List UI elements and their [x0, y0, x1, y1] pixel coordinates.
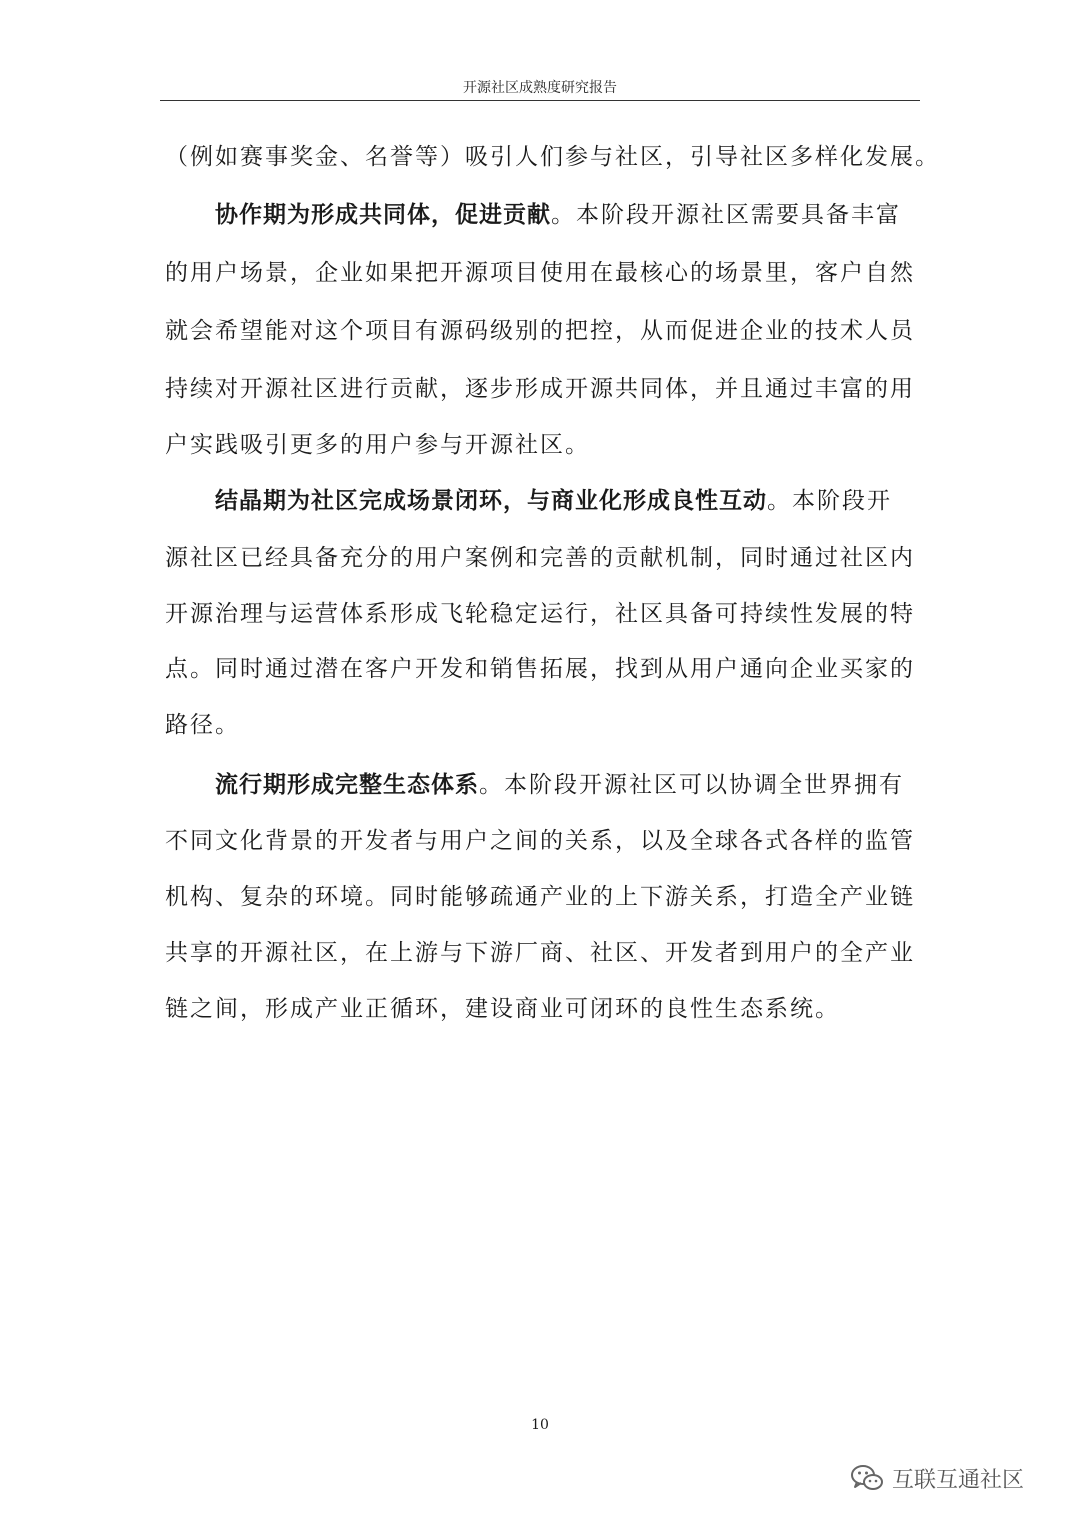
page-header: 开源社区成熟度研究报告	[463, 80, 617, 96]
paragraph-line: 就会希望能对这个项目有源码级别的把控，从而促进企业的技术人员	[165, 318, 915, 344]
paragraph-line: 开源治理与运营体系形成飞轮稳定运行，社区具备可持续性发展的特	[165, 601, 915, 627]
page-number: 10	[531, 1417, 549, 1433]
paragraph-line: 不同文化背景的开发者与用户之间的关系，以及全球各式各样的监管	[165, 828, 915, 854]
paragraph-first-line	[0, 484, 1080, 518]
wechat-icon	[850, 1463, 884, 1493]
paragraph-line: 共享的开源社区，在上游与下游厂商、社区、开发者到用户的全产业	[165, 940, 915, 966]
paragraph-lead: 流行期形成完整生态体系	[215, 772, 479, 798]
paragraph-line: 点。同时通过潜在客户开发和销售拓展，找到从用户通向企业买家的	[165, 656, 915, 682]
paragraph-lead: 协作期为形成共同体，促进贡献	[215, 202, 551, 228]
paragraph-line: 户实践吸引更多的用户参与开源社区。	[165, 432, 590, 458]
paragraph-line: （例如赛事奖金、名誉等）吸引人们参与社区，引导社区多样化发展。	[165, 144, 940, 170]
paragraph-text: 。本阶段开源社区可以协调全世界拥有	[479, 772, 904, 798]
header-rule	[160, 100, 920, 101]
paragraph-line: 的用户场景，企业如果把开源项目使用在最核心的场景里，客户自然	[165, 260, 915, 286]
paragraph-line: 持续对开源社区进行贡献，逐步形成开源共同体，并且通过丰富的用	[165, 376, 915, 402]
paragraph-lead: 结晶期为社区完成场景闭环，与商业化形成良性互动	[215, 488, 767, 514]
paragraph-line: 机构、复杂的环境。同时能够疏通产业的上下游关系，打造全产业链	[165, 884, 915, 910]
paragraph-line: 源社区已经具备充分的用户案例和完善的贡献机制，同时通过社区内	[165, 545, 915, 571]
watermark-text: 互联互通社区	[892, 1467, 1025, 1493]
paragraph-first-line	[0, 198, 1080, 232]
paragraph-line: 链之间，形成产业正循环，建设商业可闭环的良性生态系统。	[165, 996, 840, 1022]
watermark	[850, 1456, 1024, 1500]
paragraph-line: 路径。	[165, 712, 240, 738]
paragraph-text: 。本阶段开	[767, 488, 892, 514]
paragraph-text: 。本阶段开源社区需要具备丰富	[551, 202, 901, 228]
paragraph-first-line	[0, 768, 1080, 802]
